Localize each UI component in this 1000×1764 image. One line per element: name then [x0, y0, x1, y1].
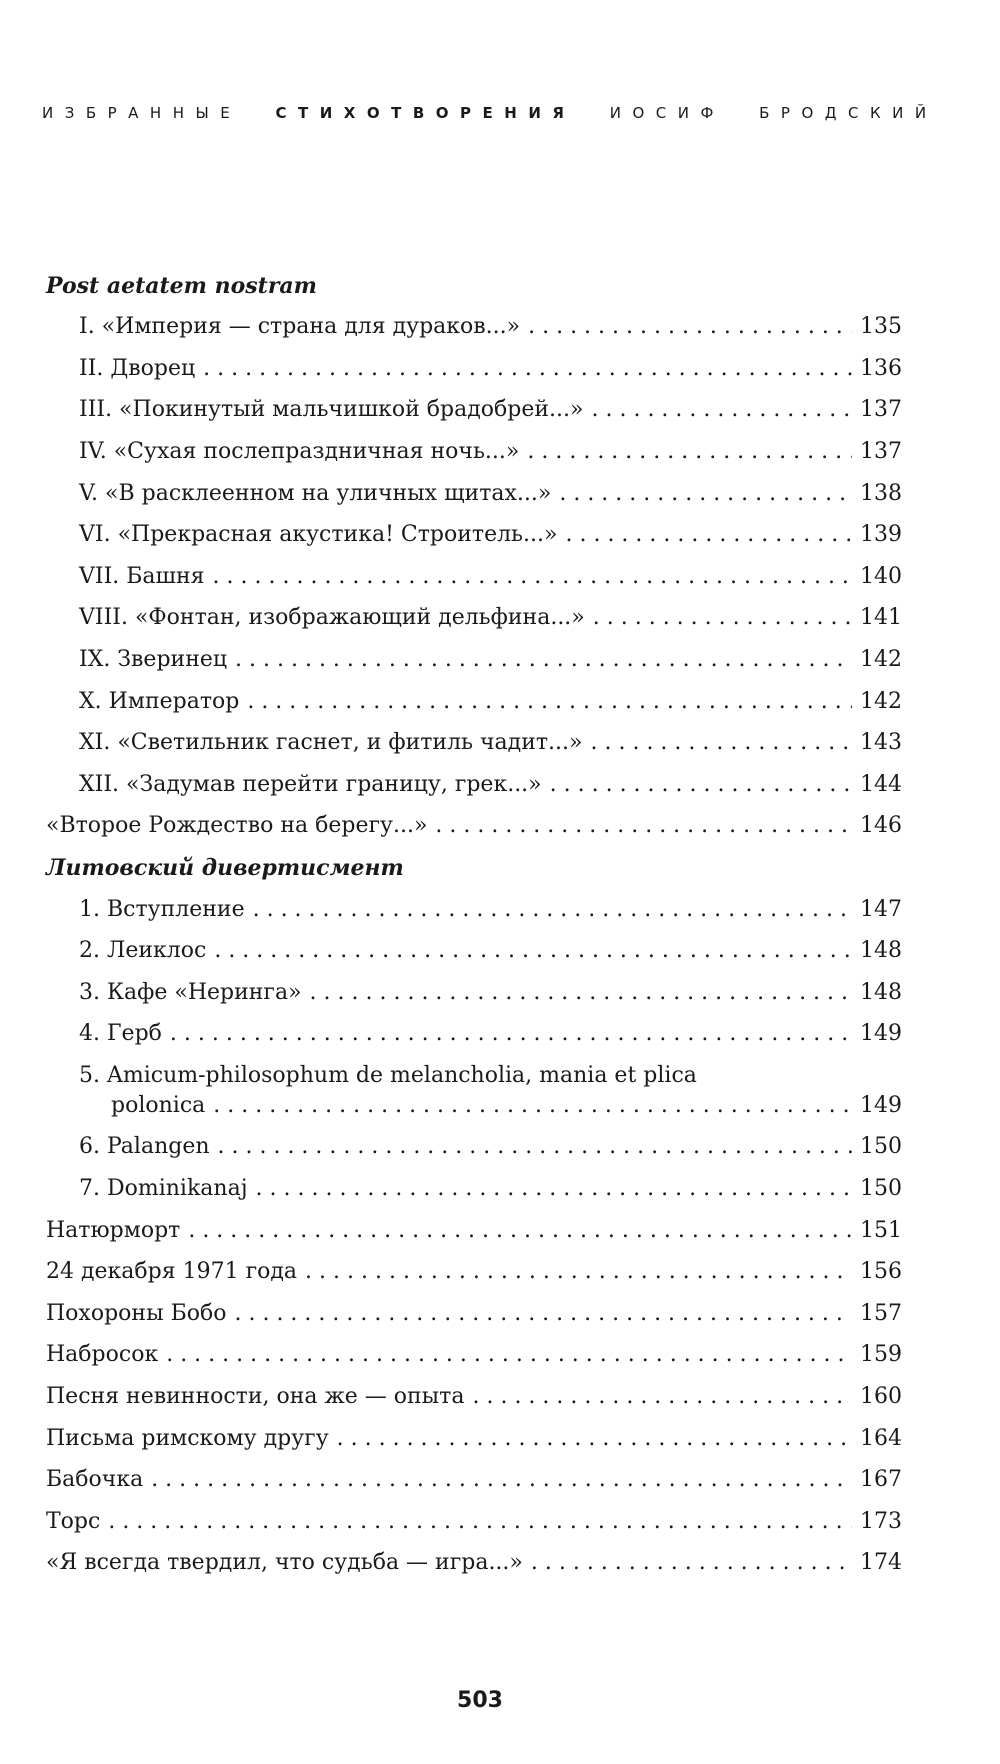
toc-entry[interactable] — [46, 1533, 902, 1575]
toc-entry[interactable] — [46, 671, 902, 713]
dot-leader — [203, 358, 852, 380]
dot-leader — [550, 774, 852, 796]
toc-entry-page: 156 — [860, 1259, 902, 1285]
toc-section-heading — [46, 255, 902, 297]
toc-entry-page: 146 — [860, 813, 902, 839]
dot-leader — [527, 441, 852, 463]
toc-entry-title: 4. Герб — [79, 1021, 162, 1047]
toc-entry-page: 164 — [860, 1425, 902, 1451]
toc-section-title: Post aetatem nostram — [46, 272, 317, 299]
toc-entry-title: Набросок — [46, 1342, 159, 1368]
toc-entry-page: 142 — [860, 646, 902, 672]
dot-leader — [592, 399, 853, 421]
running-head-series: ИЗБРАННЫЕ — [42, 104, 242, 122]
dot-leader — [218, 1136, 852, 1158]
toc-entry-page: 149 — [860, 1092, 902, 1118]
toc-entry-page: 167 — [860, 1467, 902, 1493]
dot-leader — [213, 1095, 852, 1117]
toc-entry[interactable] — [46, 1325, 902, 1367]
dot-leader — [234, 1303, 852, 1325]
dot-leader — [337, 1428, 852, 1450]
toc-entry-page: 150 — [860, 1176, 902, 1202]
toc-entry[interactable] — [46, 463, 902, 505]
toc-entry[interactable] — [46, 796, 902, 838]
dot-leader — [214, 940, 852, 962]
toc-entry-title: VII. Башня — [79, 563, 205, 589]
toc-entry[interactable] — [46, 505, 902, 547]
toc-entry-page: 174 — [860, 1550, 902, 1576]
toc-entry[interactable] — [46, 1450, 902, 1492]
toc-entry-title: I. «Империя — страна для дураков...» — [79, 314, 521, 340]
toc-entry-title: Бабочка — [46, 1467, 144, 1493]
toc-entry-page: 151 — [860, 1217, 902, 1243]
toc-entry[interactable] — [46, 421, 902, 463]
toc-entry-title: 1. Вступление — [79, 896, 245, 922]
toc-entry[interactable] — [46, 1200, 902, 1242]
toc-entry[interactable] — [46, 1408, 902, 1450]
toc-entry-page: 139 — [860, 522, 902, 548]
toc-entry-title: Песня невинности, она же — опыта — [46, 1384, 465, 1410]
toc-entry-title: XII. «Задумав перейти границу, грек...» — [79, 771, 542, 797]
toc-entry-page: 148 — [860, 979, 902, 1005]
toc-entry-page: 148 — [860, 938, 902, 964]
toc-entry[interactable] — [46, 1491, 902, 1533]
toc-entry[interactable] — [46, 629, 902, 671]
toc-entry-title-continuation: polonica — [111, 1092, 206, 1118]
toc-entry-title: Торс — [46, 1508, 101, 1534]
toc-entry-page: 160 — [860, 1384, 902, 1410]
toc-entry-page: 173 — [860, 1508, 902, 1534]
toc-entry-page: 140 — [860, 563, 902, 589]
toc-entry-page: 150 — [860, 1134, 902, 1160]
toc-entry[interactable] — [46, 879, 902, 921]
dot-leader — [256, 1178, 852, 1200]
toc-entry[interactable] — [46, 588, 902, 630]
toc-entry-title: Похороны Бобо — [46, 1300, 227, 1326]
toc-entry-page: 137 — [860, 438, 902, 464]
toc-entry[interactable] — [46, 1045, 902, 1087]
toc-entry-title: 3. Кафе «Неринга» — [79, 979, 302, 1005]
running-head — [42, 104, 938, 122]
toc-entry[interactable] — [46, 754, 902, 796]
dot-leader — [188, 1220, 852, 1242]
running-head-author-first: ИОСИФ — [609, 104, 725, 122]
toc-entry-page: 141 — [860, 605, 902, 631]
toc-entry[interactable] — [46, 1366, 902, 1408]
toc-entry-title: Натюрморт — [46, 1217, 181, 1243]
dot-leader — [213, 566, 852, 588]
toc-entry-page: 136 — [860, 355, 902, 381]
dot-leader — [108, 1511, 852, 1533]
toc-entry[interactable] — [46, 297, 902, 339]
dot-leader — [593, 607, 852, 629]
toc-entry[interactable] — [46, 1004, 902, 1046]
toc-entry-page: 149 — [860, 1021, 902, 1047]
table-of-contents — [46, 255, 902, 1574]
toc-entry-title: X. Император — [79, 688, 240, 714]
toc-entry-page: 157 — [860, 1300, 902, 1326]
dot-leader — [559, 483, 852, 505]
toc-entry[interactable] — [46, 338, 902, 380]
toc-entry-title: 24 декабря 1971 года — [46, 1259, 298, 1285]
dot-leader — [472, 1386, 852, 1408]
dot-leader — [166, 1344, 852, 1366]
toc-entry-title: XI. «Светильник гаснет, и фитиль чадит...» — [79, 730, 583, 756]
dot-leader — [247, 691, 852, 713]
dot-leader — [170, 1023, 852, 1045]
toc-entry[interactable] — [46, 1158, 902, 1200]
dot-leader — [435, 815, 852, 837]
toc-entry-title: VIII. «Фонтан, изображающий дельфина...» — [79, 605, 585, 631]
running-head-author-last: БРОДСКИЙ — [759, 104, 938, 122]
dot-leader — [565, 524, 852, 546]
toc-entry-title: IV. «Сухая послепраздничная ночь...» — [79, 438, 520, 464]
toc-entry-title: «Второе Рождество на берегу...» — [46, 813, 428, 839]
toc-entry-page: 147 — [860, 896, 902, 922]
toc-entry[interactable] — [46, 546, 902, 588]
page-number: 503 — [457, 1688, 503, 1713]
dot-leader — [235, 649, 852, 671]
toc-entry-title: IX. Зверинец — [79, 646, 228, 672]
dot-leader — [253, 899, 852, 921]
toc-entry-title: 7. Dominikanaj — [79, 1176, 248, 1202]
toc-entry[interactable] — [46, 713, 902, 755]
toc-entry-page: 142 — [860, 688, 902, 714]
toc-entry-title: V. «В расклеенном на уличных щитах...» — [79, 480, 552, 506]
dot-leader — [310, 982, 852, 1004]
toc-entry-continuation[interactable] — [46, 1087, 902, 1117]
dot-leader — [305, 1261, 852, 1283]
toc-entry-title: «Я всегда твердил, что судьба — игра...» — [46, 1550, 523, 1576]
toc-entry-title: VI. «Прекрасная акустика! Строитель...» — [79, 522, 558, 548]
toc-entry-title: II. Дворец — [79, 355, 196, 381]
toc-section-heading — [46, 837, 902, 879]
running-head-book-title: СТИХОТВОРЕНИЯ — [275, 104, 576, 122]
toc-entry[interactable] — [46, 380, 902, 422]
toc-entry[interactable] — [46, 1117, 902, 1159]
dot-leader — [591, 732, 853, 754]
toc-entry-page: 137 — [860, 397, 902, 423]
toc-entry-title: III. «Покинутый мальчишкой брадобрей...» — [79, 397, 584, 423]
toc-entry[interactable] — [46, 921, 902, 963]
toc-entry-page: 143 — [860, 730, 902, 756]
dot-leader — [151, 1469, 852, 1491]
toc-entry-title: Письма римскому другу — [46, 1425, 329, 1451]
toc-entry[interactable] — [46, 1283, 902, 1325]
toc-entry-page: 135 — [860, 314, 902, 340]
toc-section-title: Литовский дивертисмент — [46, 854, 404, 881]
toc-entry-title: 6. Palangen — [79, 1134, 210, 1160]
toc-entry-title: 5. Amicum-philosophum de melancholia, mania et plica — [79, 1062, 697, 1088]
toc-entry-page: 159 — [860, 1342, 902, 1368]
dot-leader — [528, 316, 852, 338]
toc-entry-page: 138 — [860, 480, 902, 506]
toc-entry-title: 2. Леиклос — [79, 938, 207, 964]
toc-entry[interactable] — [46, 962, 902, 1004]
toc-entry[interactable] — [46, 1242, 902, 1284]
dot-leader — [531, 1552, 852, 1574]
toc-entry-page: 144 — [860, 771, 902, 797]
